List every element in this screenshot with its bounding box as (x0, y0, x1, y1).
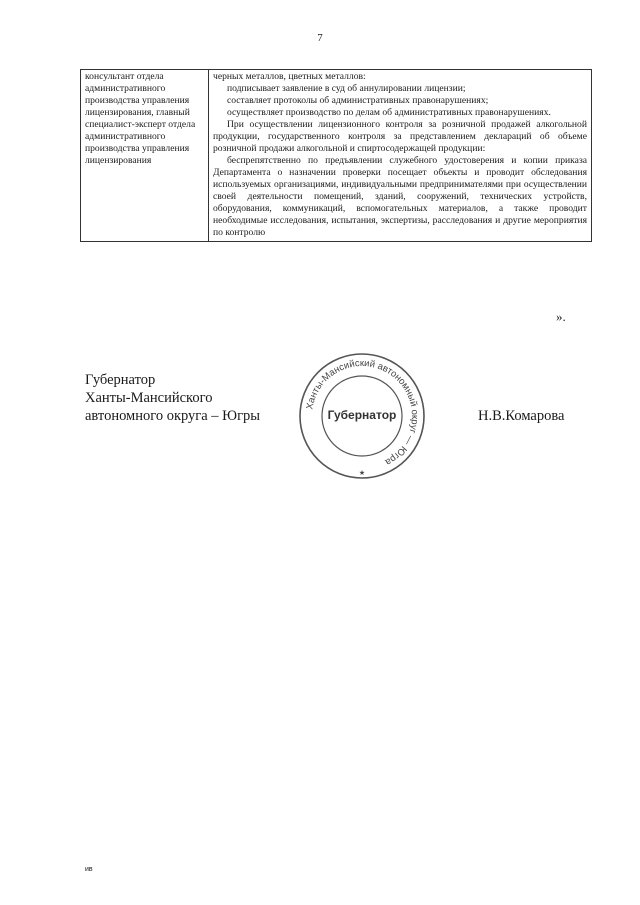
footer-code: ив (85, 866, 93, 873)
signature-region-line: Ханты-Мансийского (85, 390, 213, 406)
signature-title-block (85, 371, 260, 425)
duty-paragraph: беспрепятственно по предъявлении служебного удостоверения и копии приказа Департамента о назначении проверки посещает объекты и проводит обследования используемых организациями, индивидуальными предпринимателями при осуществлении своей деятельности помещений, зданий, сооружений, технических устройств, оборудования, коммуникаций, вспомогательных материалов, а также проводит необходимые исследования, испытания, экспертизы, расследования и другие мероприятия по контролю (213, 155, 587, 238)
position-cell: консультант отдела административного производства управления лицензирования, главный специалист-эксперт отдела административного производства управления лицензирования (81, 70, 209, 242)
duties-table (80, 69, 592, 242)
seal-center-text: Губернатор (327, 408, 397, 422)
duty-paragraph: подписывает заявление в суд об аннулировании лицензии; (227, 83, 466, 94)
signatory-name: Н.В.Комарова (478, 408, 565, 424)
official-seal (297, 351, 427, 481)
duties-cell (209, 70, 592, 242)
duty-paragraph: При осуществлении лицензионного контроля за розничной продажей алкогольной продукции, государственного контроля за представлением деклараций об объеме розничной продажи алкогольной и спиртосодержащей продукции: (213, 119, 587, 154)
signature-district-line: автономного округа – Югры (85, 408, 261, 424)
seal-ring-text: Ханты-Мансийский автономный округ — Югра (304, 357, 421, 468)
duty-paragraph: осуществляет производство по делам об административных правонарушениях. (227, 107, 551, 118)
table-row (81, 70, 592, 242)
duty-paragraph: составляет протоколы об административных правонарушениях; (227, 95, 489, 106)
signature-title-line: Губернатор (85, 372, 156, 388)
seal-star-icon: ★ (358, 470, 366, 477)
closing-quote: ». (556, 309, 566, 324)
duty-paragraph: черных металлов, цветных металлов: (213, 71, 366, 82)
page-number: 7 (317, 32, 323, 44)
